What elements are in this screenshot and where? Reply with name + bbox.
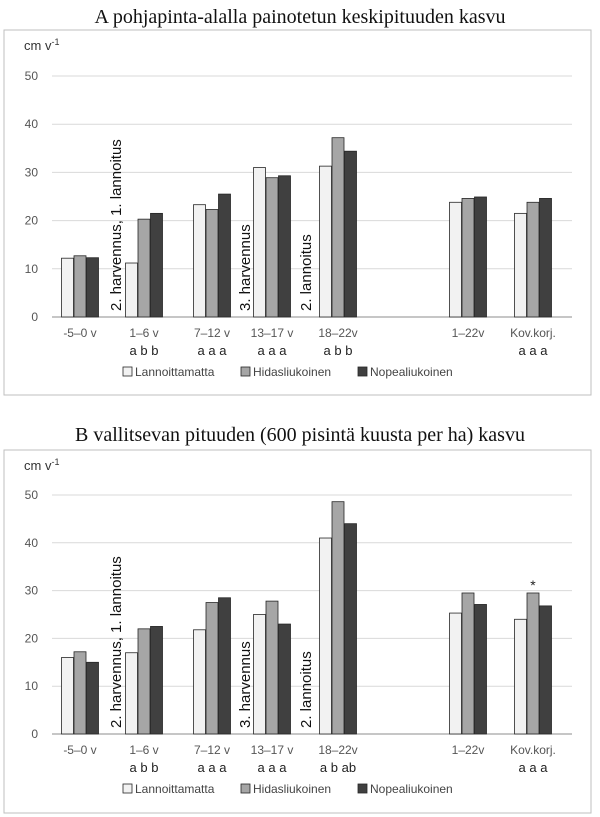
y-tick-label: 50 <box>24 488 38 502</box>
x-tick-label: 1–6 v <box>129 326 159 340</box>
y-tick-label: 20 <box>24 213 38 228</box>
significance-label: a a a <box>518 343 548 358</box>
significance-label: a a a <box>257 343 287 358</box>
x-tick-label: 7–12 v <box>193 743 231 757</box>
bar <box>74 652 86 734</box>
significance-label: a a a <box>197 760 227 775</box>
legend-label: Nopealiukoinen <box>370 782 453 796</box>
legend-swatch <box>358 784 367 793</box>
significance-label: a b ab <box>319 760 357 775</box>
x-tick-label: 7–12 v <box>193 326 231 340</box>
y-tick-label: 30 <box>24 583 38 598</box>
x-tick-label: 1–6 v <box>129 743 159 757</box>
event-annotation: 2. harvennus, 1. lannoitus <box>108 556 125 728</box>
significance-label: a a a <box>197 343 227 358</box>
bar <box>219 598 231 734</box>
bar <box>151 626 163 734</box>
event-annotation: 3. harvennus <box>237 641 254 728</box>
bar <box>345 524 357 734</box>
legend-label: Lannoittamatta <box>135 365 215 379</box>
bar <box>138 629 150 734</box>
bar <box>194 630 206 734</box>
y-tick-label: 0 <box>31 310 38 324</box>
bar <box>87 662 99 734</box>
event-annotation: 2. lannoitus <box>298 651 315 728</box>
x-tick-label: 1–22v <box>451 326 485 340</box>
bar <box>266 601 278 734</box>
bar <box>450 613 462 734</box>
bar <box>332 502 344 734</box>
legend-swatch <box>123 784 132 793</box>
y-tick-label: 10 <box>24 679 38 694</box>
bar <box>475 604 487 734</box>
bar <box>62 658 74 734</box>
significance-label: a a a <box>257 760 287 775</box>
chart-b-title: B vallitsevan pituuden (600 pisintä kuusta per ha) kasvu <box>75 424 525 446</box>
bar <box>527 593 539 734</box>
x-tick-label: 13–17 v <box>250 326 294 340</box>
y-axis-unit-superscript: -1 <box>51 37 60 47</box>
y-axis-unit-superscript: -1 <box>51 457 60 467</box>
legend-label: Nopealiukoinen <box>370 365 453 379</box>
x-tick-label: 18–22v <box>318 326 358 340</box>
bar <box>279 624 291 734</box>
significance-label: a b b <box>129 760 159 775</box>
y-tick-label: 10 <box>24 261 38 276</box>
significance-label: a b b <box>323 343 353 358</box>
bar <box>320 538 332 734</box>
y-tick-label: 20 <box>24 631 38 646</box>
y-axis-unit-label: cm $v^{-1}$ <box>24 37 60 53</box>
x-tick-label: Kov.korj. <box>510 326 556 340</box>
bar <box>126 653 138 734</box>
x-tick-label: -5–0 v <box>63 743 97 757</box>
y-tick-label: 40 <box>24 535 38 550</box>
legend-label: Lannoittamatta <box>135 782 215 796</box>
x-tick-label: 18–22v <box>318 743 358 757</box>
legend-label: Hidasliukoinen <box>253 782 332 796</box>
x-tick-label: -5–0 v <box>63 326 97 340</box>
x-tick-label: 13–17 v <box>250 743 294 757</box>
y-tick-label: 40 <box>24 117 38 132</box>
x-tick-label: Kov.korj. <box>510 743 556 757</box>
significance-label: a a a <box>518 760 548 775</box>
y-axis-unit-label: cm $v^{-1}$ <box>24 457 60 473</box>
legend-label: Hidasliukoinen <box>253 365 332 379</box>
chart-frame <box>4 450 591 813</box>
bar <box>254 615 266 735</box>
legend-swatch <box>241 784 250 793</box>
bar <box>515 619 527 734</box>
event-annotation: 2. harvennus, 1. lannoitus <box>108 139 125 311</box>
event-annotation: 3. harvennus <box>237 224 254 311</box>
bar <box>206 603 218 734</box>
x-tick-label: 1–22v <box>451 743 485 757</box>
chart-a-title: A pohjapinta-alalla painotetun keskipituuden kasvu <box>94 6 506 28</box>
significance-label: a b b <box>129 343 159 358</box>
y-tick-label: 30 <box>24 165 38 180</box>
bar <box>462 593 474 734</box>
y-tick-label: 0 <box>31 727 38 741</box>
significance-star: * <box>530 576 536 593</box>
y-tick-label: 50 <box>24 69 38 83</box>
bar <box>540 606 552 734</box>
event-annotation: 2. lannoitus <box>298 234 315 311</box>
